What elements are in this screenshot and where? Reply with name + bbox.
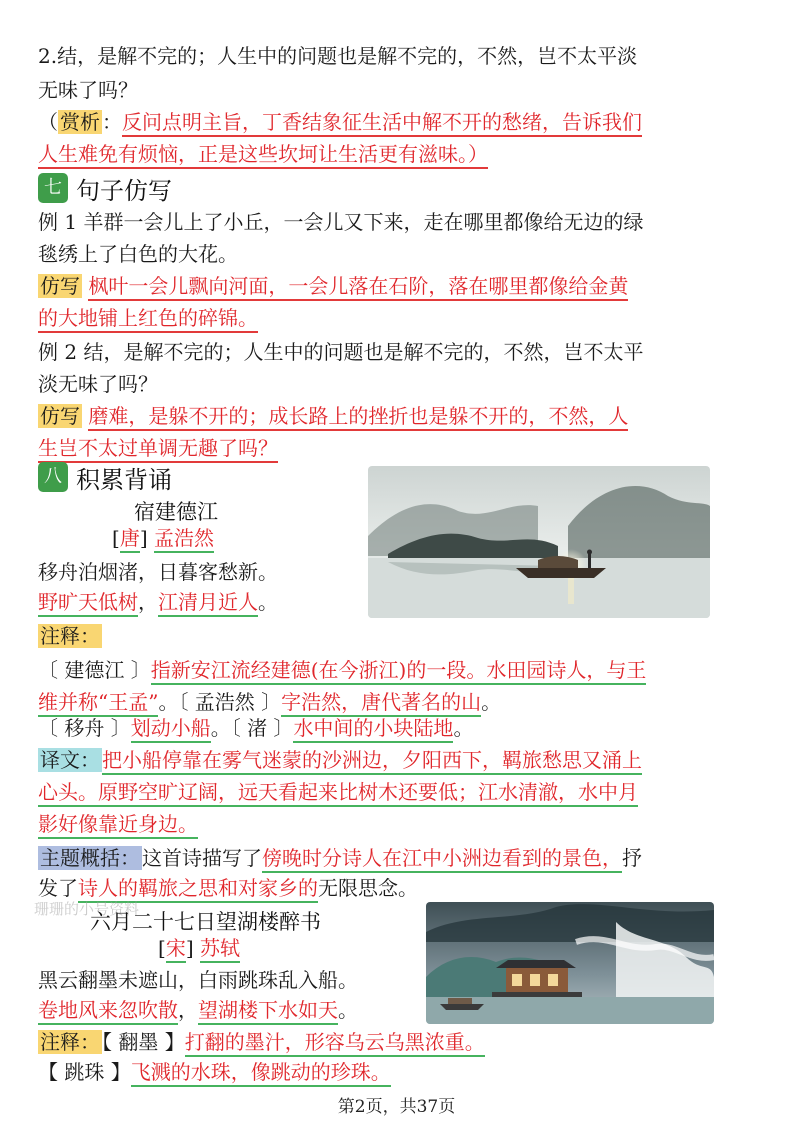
- bracket: [: [112, 526, 120, 550]
- section-heading-7: [38, 173, 172, 203]
- poem-author-line: [158, 934, 240, 962]
- punct: ，: [178, 998, 198, 1022]
- section-number-badge: 七: [38, 173, 68, 203]
- dynasty: 宋: [166, 936, 186, 963]
- poem-illustration-lake-storm: [426, 902, 714, 1024]
- punct: 。: [481, 690, 502, 714]
- punct: 。: [338, 998, 358, 1022]
- poem-illustration-misty-river: [368, 466, 710, 618]
- translation-line: [38, 746, 642, 774]
- watermark: 珊珊的小号资料: [34, 900, 140, 918]
- note-line: [38, 688, 501, 716]
- poem-line: [38, 588, 278, 616]
- note-text: 飞溅的水珠，像跳动的珍珠。: [131, 1060, 391, 1087]
- note-text: 划动小船: [131, 716, 211, 743]
- poem-title: 六月二十七日望湖楼醉书: [90, 910, 321, 934]
- section-title: 句子仿写: [76, 176, 172, 205]
- note-term: 【 翻墨 】: [102, 1030, 185, 1054]
- theme-line: [38, 874, 418, 902]
- notes-label: 注释：: [40, 1030, 100, 1054]
- theme-text: 抒: [622, 846, 642, 870]
- colon: ：: [102, 110, 122, 134]
- imitation-line: [38, 304, 258, 332]
- poem-line: 黑云翻墨未遮山，白雨跳珠乱入船。: [38, 968, 358, 992]
- paren-open: （: [38, 110, 58, 134]
- translation-line: [38, 778, 638, 806]
- imitation-text: 枫叶一会儿飘向河面，一会儿落在石阶，落在哪里都像给金黄: [88, 274, 628, 301]
- page-number: 第2页，共37页: [337, 1097, 456, 1117]
- poem-title: 宿建德江: [134, 500, 218, 524]
- note-text: 水中间的小块陆地: [293, 716, 453, 743]
- poem-fill-text: 卷地风来忽吹散: [38, 998, 178, 1025]
- translation-label: 译文：: [40, 748, 100, 772]
- bracket: ]: [139, 526, 148, 550]
- imitation-text: 磨难，是躲不开的；成长路上的挫折也是躲不开的，不然，人: [88, 404, 628, 431]
- translation-text: 心头。原野空旷辽阔，远天看起来比树木还要低；江水清澈，水中月: [38, 780, 638, 807]
- imitation-label: 仿写: [40, 274, 80, 298]
- poem-author-line: [112, 524, 214, 552]
- note-term: 〔 建德江 〕: [38, 658, 151, 682]
- dynasty: 唐: [120, 526, 140, 553]
- imitation-line: [38, 272, 628, 300]
- imitation-line: [38, 402, 628, 430]
- theme-fill-text: 傍晚时分诗人在江中小洲边看到的景色，: [262, 846, 622, 873]
- notes-heading: [38, 622, 102, 650]
- notes-label: 注释：: [40, 624, 100, 648]
- note-text: 指新安江流经建德(在今浙江)的一段。水田园诗人，与王: [151, 658, 647, 685]
- imitation-text: 生岂不太过单调无趣了吗？: [38, 436, 278, 463]
- example-sentence: 毯绣上了白色的大花。: [38, 242, 238, 266]
- section-heading-8: [38, 462, 172, 492]
- note-line: [38, 656, 646, 684]
- poem-fill-text: 野旷天低树: [38, 590, 138, 617]
- punct: 。: [453, 716, 474, 740]
- theme-text: 无限思念。: [318, 876, 418, 900]
- example-sentence: 例 2 结，是解不完的；人生中的问题也是解不完的，不然，岂不太平: [38, 340, 644, 364]
- note-text: 打翻的墨汁，形容乌云乌黑浓重。: [185, 1030, 485, 1057]
- bracket: [: [158, 936, 166, 960]
- poet-name: 苏轼: [200, 936, 240, 963]
- sentence-example-line: 2.结，是解不完的；人生中的问题也是解不完的，不然，岂不太平淡: [38, 44, 638, 68]
- appreciation-line: [38, 140, 488, 168]
- theme-label: 主题概括：: [40, 846, 140, 870]
- example-sentence: 例 1 羊群一会儿上了小丘，一会儿又下来，走在哪里都像给无边的绿: [38, 210, 644, 234]
- poem-fill-text: 望湖楼下水如天: [198, 998, 338, 1025]
- punct: ，: [138, 590, 158, 614]
- translation-text: 把小船停靠在雾气迷蒙的沙洲边，夕阳西下，羁旅愁思又涌上: [102, 748, 642, 775]
- translation-line: [38, 810, 198, 838]
- bracket: ]: [185, 936, 194, 960]
- punct: 。: [210, 716, 231, 740]
- poem-line: 移舟泊烟渚，日暮客愁新。: [38, 560, 278, 584]
- note-term: 【 跳珠 】: [38, 1060, 131, 1084]
- note-line: [38, 1028, 485, 1056]
- appreciation-line: [38, 108, 642, 136]
- theme-fill-text: 诗人的羁旅之思和对家乡的: [78, 876, 318, 903]
- punct: 。: [258, 590, 278, 614]
- imitation-line: [38, 434, 278, 462]
- note-term: 〔 移舟 〕: [38, 716, 131, 740]
- section-title: 积累背诵: [76, 465, 172, 494]
- example-sentence: 淡无味了吗？: [38, 372, 158, 396]
- theme-line: [38, 844, 642, 872]
- note-term: 〔 孟浩然 〕: [178, 690, 282, 714]
- imitation-text: 的大地铺上红色的碎锦。: [38, 306, 258, 333]
- translation-text: 影好像靠近身边。: [38, 812, 198, 839]
- note-text: 字浩然，唐代著名的山: [281, 690, 481, 717]
- poem-line: [38, 996, 358, 1024]
- section-number-badge: 八: [38, 462, 68, 492]
- note-line: [38, 714, 473, 742]
- poet-name: 孟浩然: [154, 526, 214, 553]
- appreciation-text: 人生难免有烦恼，正是这些坎坷让生活更有滋味。）: [38, 142, 488, 169]
- theme-text: 这首诗描写了: [142, 846, 262, 870]
- poem-fill-text: 江清月近人: [158, 590, 258, 617]
- theme-text: 发了: [38, 876, 78, 900]
- punct: 。: [158, 690, 179, 714]
- appreciation-label: 赏析: [60, 110, 100, 134]
- note-text: 维并称“王孟”: [38, 690, 158, 717]
- appreciation-text: 反问点明主旨，丁香结象征生活中解不开的愁绪，告诉我们: [122, 110, 642, 137]
- sentence-example-line: 无味了吗？: [38, 78, 138, 102]
- note-term: 〔 渚 〕: [230, 716, 294, 740]
- note-line: [38, 1058, 391, 1086]
- imitation-label: 仿写: [40, 404, 80, 428]
